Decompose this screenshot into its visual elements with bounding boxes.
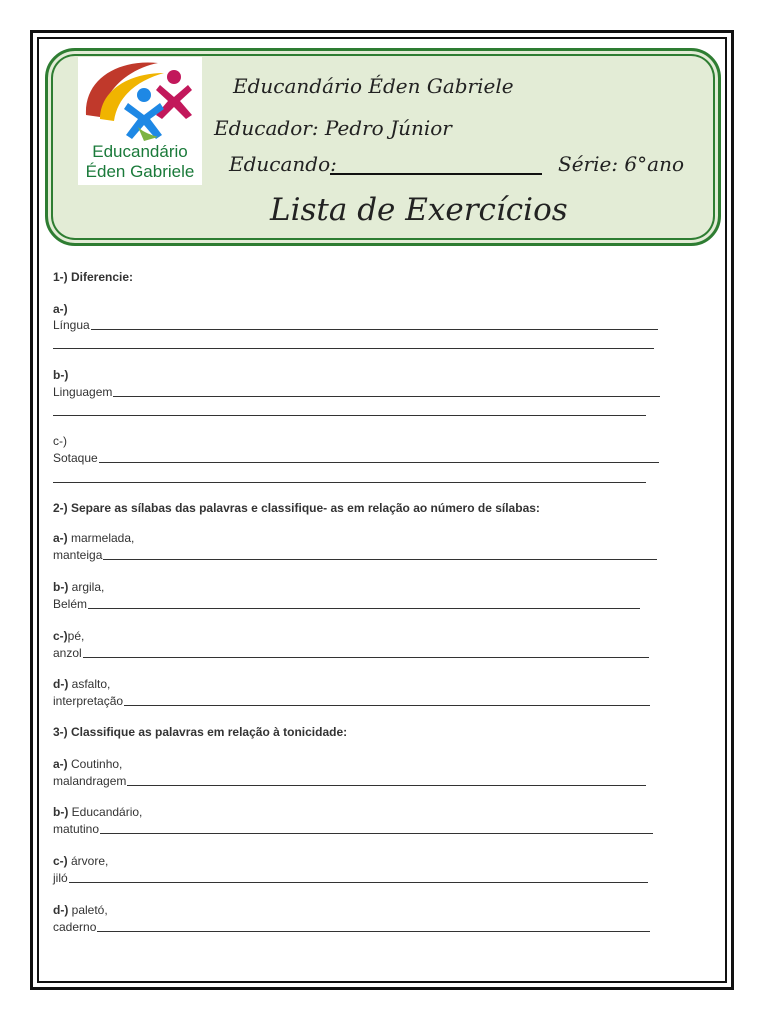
question-1-title: 1-) Diferencie: bbox=[53, 270, 134, 284]
item-label: c-) bbox=[53, 434, 67, 448]
question-2-title: 2-) Separe as sílabas das palavras e classifique- as em relação ao número de sílabas: bbox=[53, 501, 540, 515]
question-3-title: 3-) Classifique as palavras em relação à tonicidade: bbox=[53, 725, 348, 739]
teacher-name: Educador: Pedro Júnior bbox=[214, 116, 452, 140]
item-word: jiló bbox=[53, 871, 68, 885]
item-label: b-) bbox=[53, 368, 69, 382]
answer-line[interactable] bbox=[53, 774, 646, 788]
student-name-field[interactable] bbox=[330, 173, 542, 175]
answer-line-extra[interactable] bbox=[53, 348, 654, 349]
item-word: Linguagem bbox=[53, 385, 113, 399]
item-word: Sotaque bbox=[53, 451, 98, 465]
answer-line[interactable] bbox=[53, 920, 650, 934]
q3-item-b: b-) Educandário, bbox=[53, 805, 143, 819]
answer-line[interactable] bbox=[53, 385, 660, 399]
q2-item-d: d-) asfalto, bbox=[53, 677, 111, 691]
school-logo bbox=[78, 57, 202, 185]
logo-figures-icon bbox=[78, 57, 202, 141]
item-label: a-) bbox=[53, 302, 68, 316]
logo-text-line1: Educandário bbox=[92, 142, 188, 161]
grade-label: Série: 6°ano bbox=[558, 152, 684, 176]
student-label: Educando: bbox=[229, 152, 337, 176]
answer-line[interactable] bbox=[53, 822, 653, 836]
item-word: malandragem bbox=[53, 774, 127, 788]
item-word: manteiga bbox=[53, 548, 103, 562]
answer-line[interactable] bbox=[53, 548, 657, 562]
answer-line-extra[interactable] bbox=[53, 415, 646, 416]
answer-line[interactable] bbox=[53, 451, 659, 465]
answer-line[interactable] bbox=[53, 871, 648, 885]
q2-item-c: c-)pé, bbox=[53, 629, 85, 643]
item-word: interpretação bbox=[53, 694, 124, 708]
answer-line[interactable] bbox=[53, 597, 640, 611]
answer-line[interactable] bbox=[53, 318, 658, 332]
school-name: Educandário Éden Gabriele bbox=[233, 74, 514, 98]
answer-line[interactable] bbox=[53, 646, 649, 660]
item-word: anzol bbox=[53, 646, 82, 660]
answer-line-extra[interactable] bbox=[53, 482, 646, 483]
logo-text-line2: Éden Gabriele bbox=[85, 162, 195, 181]
q3-item-c: c-) árvore, bbox=[53, 854, 109, 868]
item-word: Língua bbox=[53, 318, 90, 332]
item-word: caderno bbox=[53, 920, 97, 934]
q3-item-a: a-) Coutinho, bbox=[53, 757, 123, 771]
item-word: matutino bbox=[53, 822, 100, 836]
q3-item-d: d-) paletó, bbox=[53, 903, 108, 917]
item-word: Belém bbox=[53, 597, 88, 611]
answer-line[interactable] bbox=[53, 694, 650, 708]
q2-item-b: b-) argila, bbox=[53, 580, 105, 594]
q2-item-a: a-) marmelada, bbox=[53, 531, 135, 545]
page-title: Lista de Exercícios bbox=[270, 192, 568, 228]
